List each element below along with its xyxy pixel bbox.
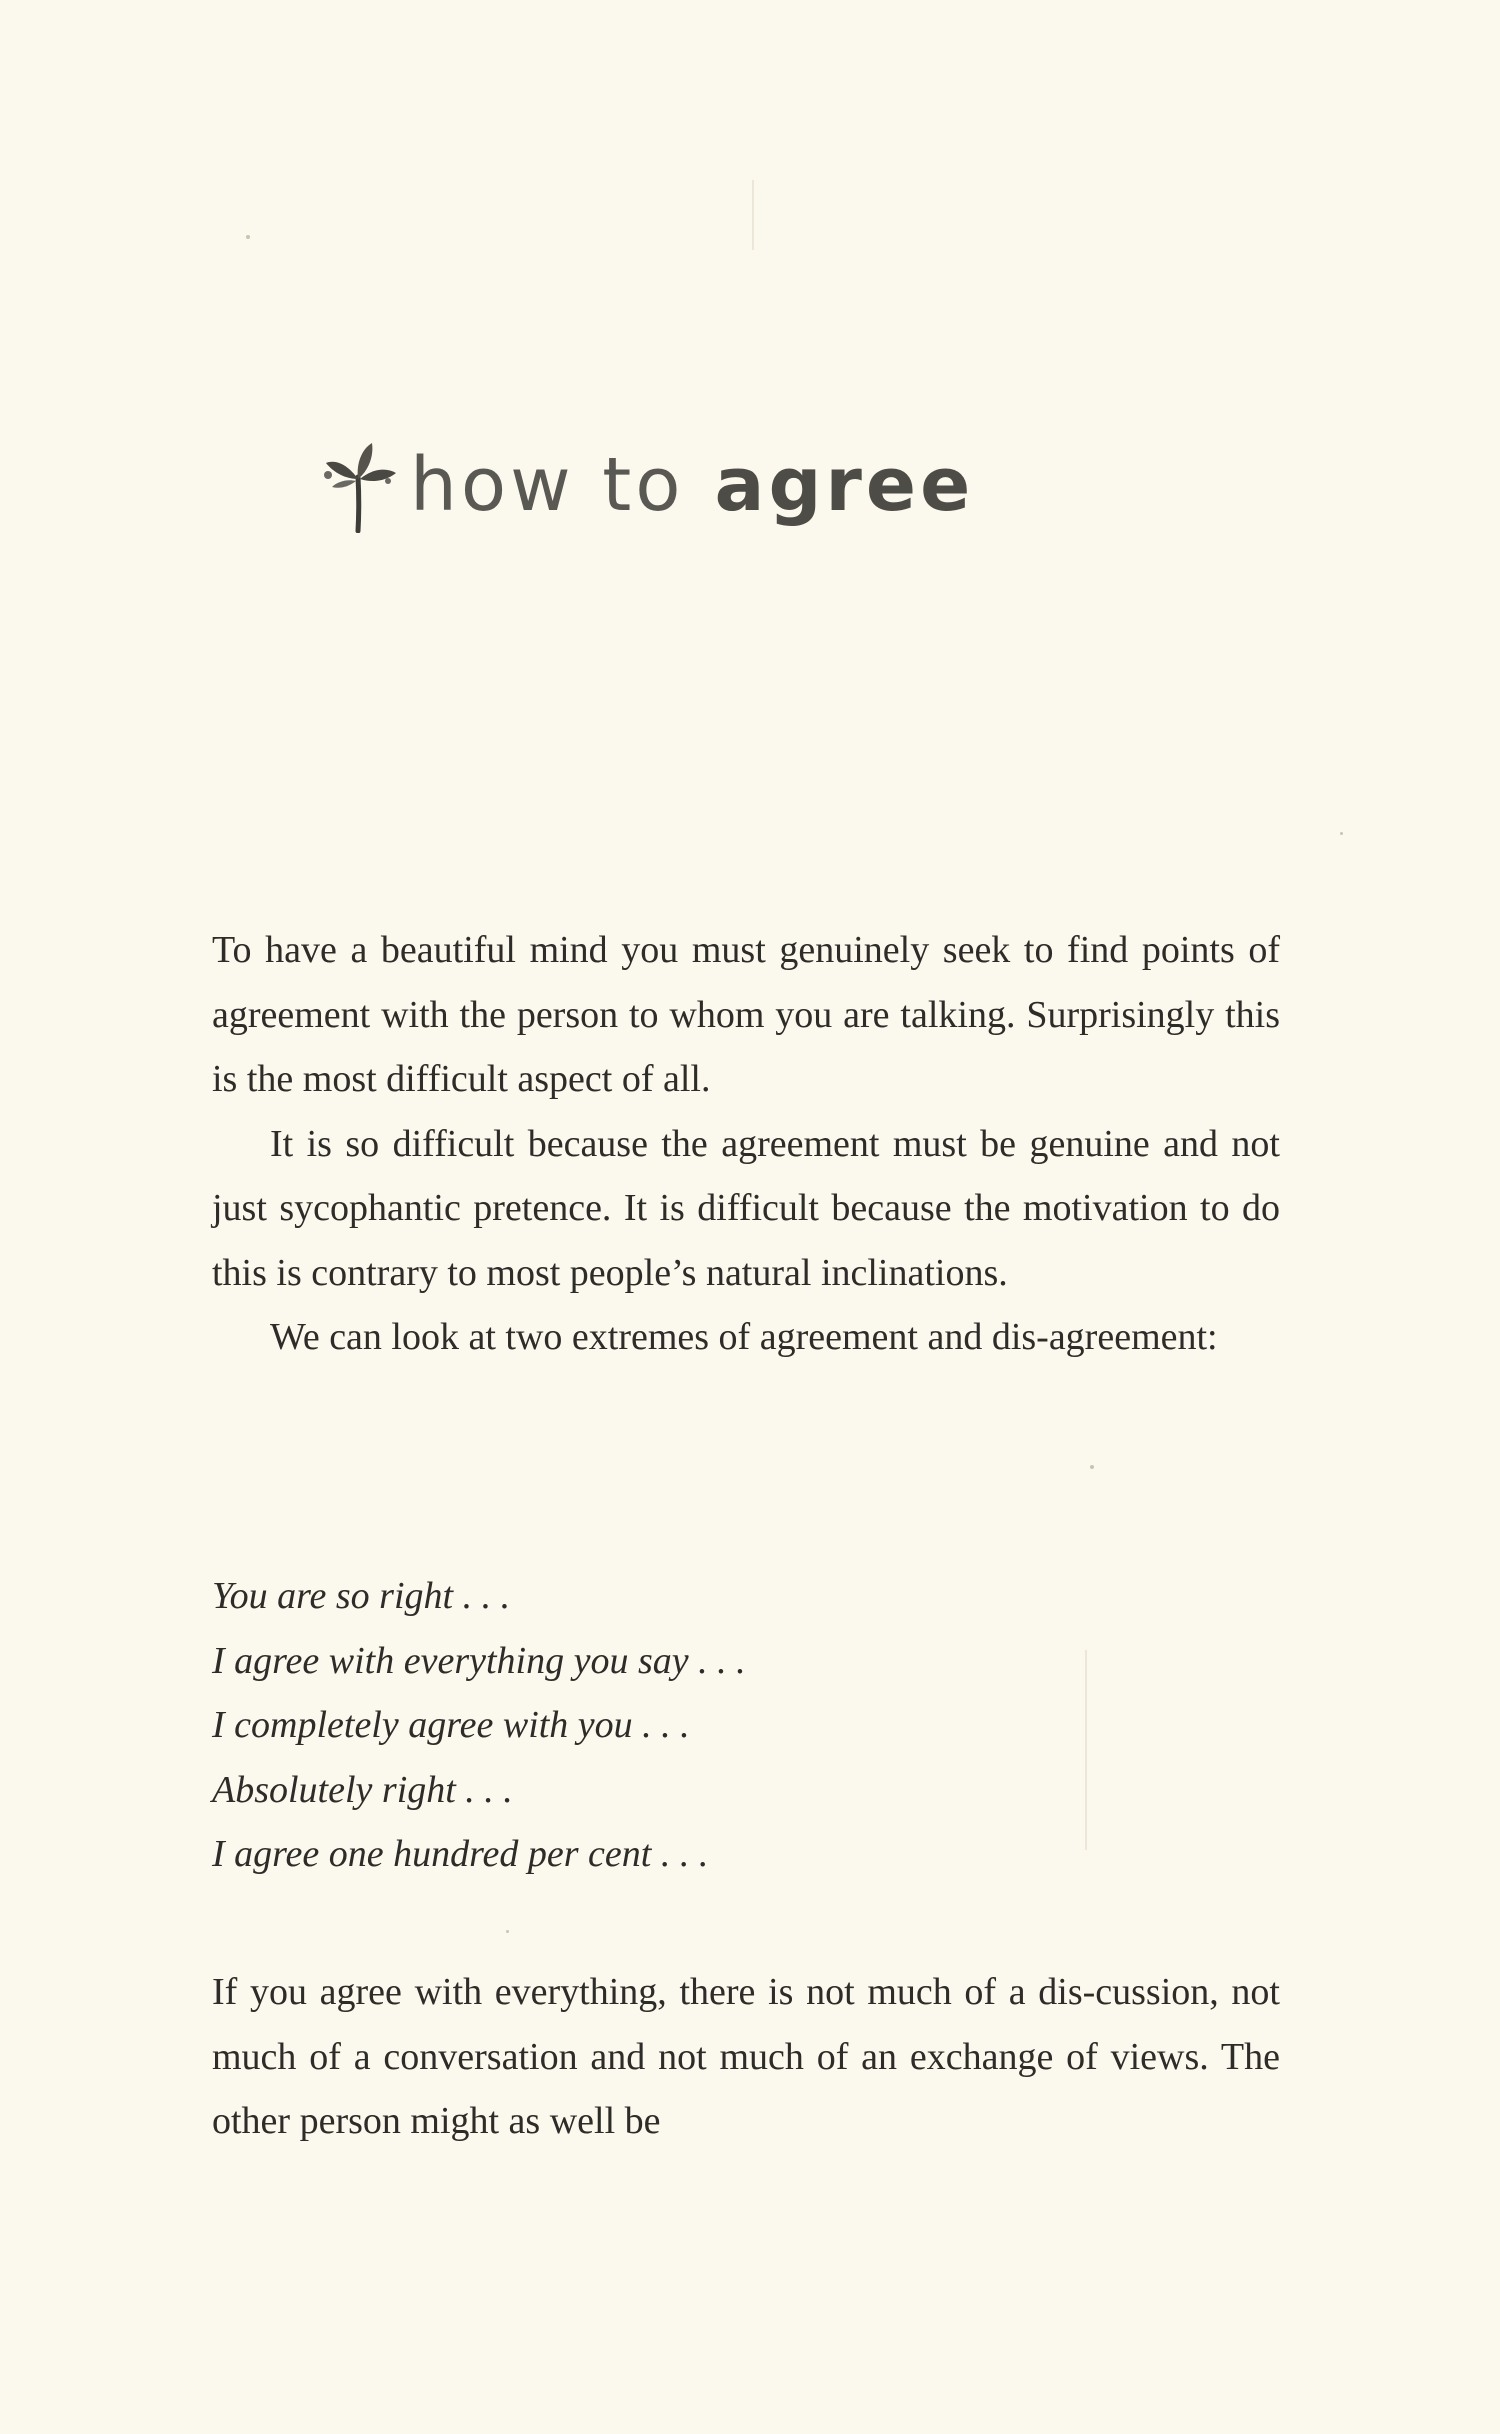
quote-line: I completely agree with you . . . xyxy=(212,1704,690,1746)
paragraph-2: It is so difficult because the agreement must be genuine and not just sycophantic pretence. It is difficult because the motivation to do this is contrary to most people’s natural inclinations. xyxy=(212,1122,1280,1294)
closing-paragraph xyxy=(212,1960,1280,2154)
page-crease xyxy=(1085,1650,1087,1850)
quote-line: I agree one hundred per cent . . . xyxy=(212,1833,709,1875)
intro-paragraphs xyxy=(212,918,1280,1370)
quote-line: Absolutely right . . . xyxy=(212,1768,513,1811)
page-crease xyxy=(752,180,754,250)
paragraph-1: To have a beautiful mind you must genuinely seek to find points of agreement with the person to whom you are talking. Surprisingly this is the most difficult aspect of all. xyxy=(212,929,1280,1100)
agreement-quotes xyxy=(212,1564,746,1887)
paper-speck xyxy=(1340,832,1343,835)
paper-speck xyxy=(246,235,250,239)
paper-speck xyxy=(1090,1465,1094,1469)
paragraph-4: If you agree with everything, there is not much of a dis-cussion, not much of a conversation and not much of an exchange of views. The other person might as well be xyxy=(212,1971,1280,2142)
chapter-title-bold: agree xyxy=(714,442,975,528)
chapter-title-light: how to xyxy=(410,442,685,528)
chapter-heading xyxy=(318,430,974,540)
sprig-icon xyxy=(318,437,400,533)
paper-speck xyxy=(506,1930,509,1933)
paragraph-3: We can look at two extremes of agreement and dis-agreement: xyxy=(270,1316,1218,1358)
quote-line: I agree with everything you say . . . xyxy=(212,1639,746,1682)
quote-line: You are so right . . . xyxy=(212,1575,511,1617)
